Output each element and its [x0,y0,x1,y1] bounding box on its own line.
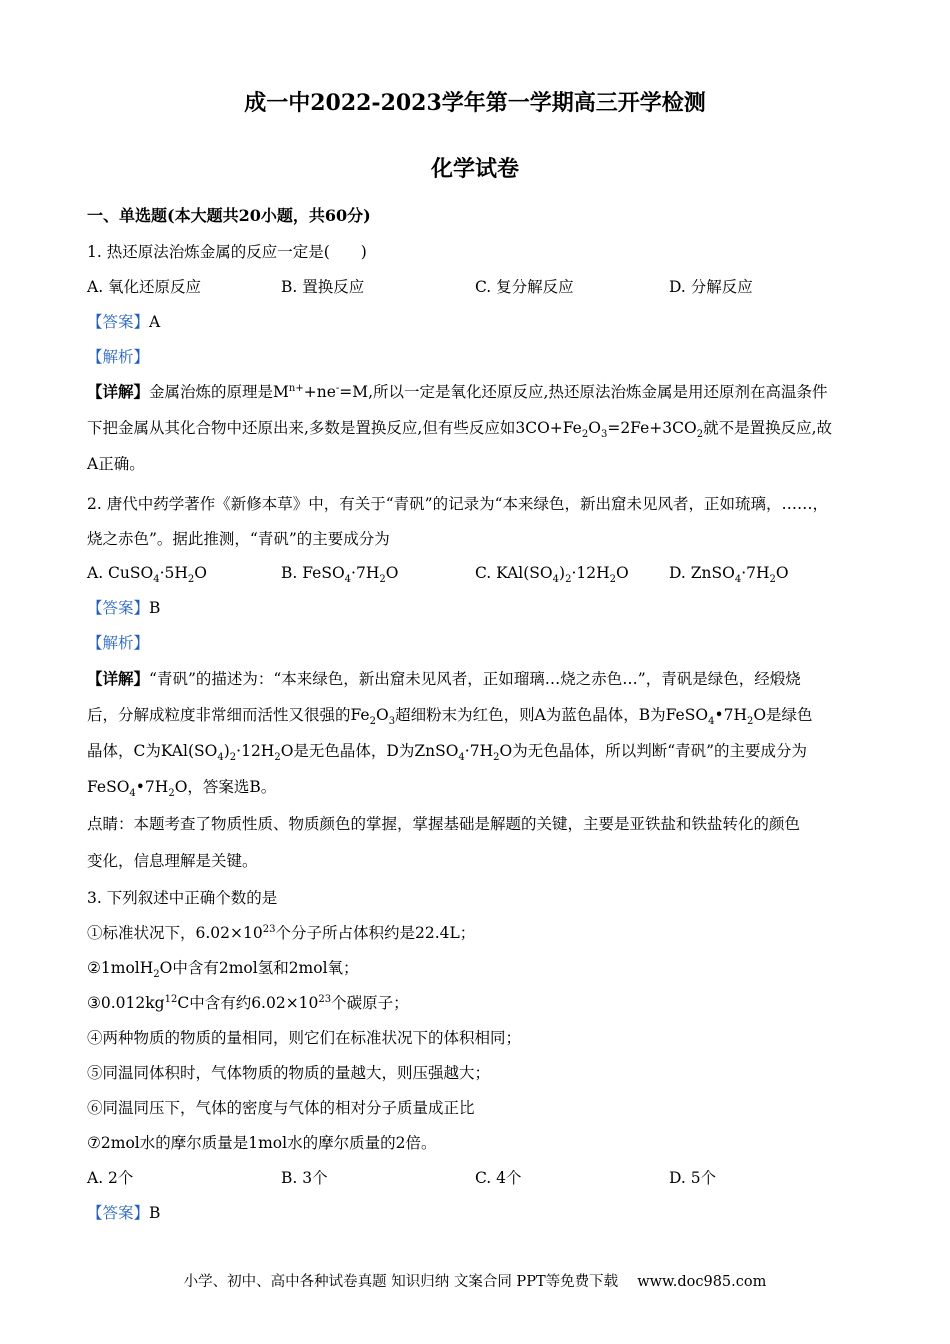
answer-tag: 【答案】 [87,599,150,617]
q1-detail-line-2: 下把金属从其化合物中还原出来,多数是置换反应,但有些反应如$3CO+Fe_2O_3=2Fe+3CO_2$就不是置换反应,故 [87,419,832,441]
q3-statement-4: ④两种物质的物质的量相同，则它们在标准状况下的体积相同； [87,1029,522,1047]
detail-tag: 【详解】 [87,382,150,401]
section-heading: 一、单选题(本大题共20小题，共60分) [87,206,371,225]
page-title: 成一中2022-2023学年第一学期高三开学检测 [244,90,706,116]
answer-value: A [149,313,161,331]
q3-statement-5: ⑤同温同体积时，气体物质的物质的量越大，则压强越大； [87,1064,491,1082]
q1-stem: 1. 热还原法治炼金属的反应一定是( ) [87,243,367,261]
q3-statement-6: ⑥同温同压下，气体的密度与气体的相对分子质量成正比 [87,1099,475,1117]
q1-answer [87,312,877,332]
answer-tag: 【答案】 [87,313,150,331]
q3-option-b: B. 3个 [281,1169,328,1187]
answer-value: B [149,1204,161,1222]
q3-option-c: C. 4个 [475,1169,522,1187]
answer-value: B [149,599,161,617]
q2-option-a: A. $CuSO_4\cdot 5H_2O$ [87,564,207,586]
q3-statement-3: $③0.012kg^{12}C$中含有约$6.02\times 10^{23}$个碳原子； [87,993,409,1012]
q3-statement-1: ①标准状况下，$6.02\times 10^{23}$个分子所占体积约是22.4L； [87,923,476,942]
q2-detail-line-3: 晶体，C为$KAl(SO_4)_2\cdot 12H_2O$是无色晶体，D为$ZnSO_4\cdot 7H_2O$为无色晶体，所以判断“青矾”的主要成分为 [87,742,808,764]
q1-analysis [87,347,877,367]
analysis-tag: 【解析】 [87,634,150,652]
q1-detail-line-1: 【详解】金属治炼的原理是$M^{n+}+ne^-=M$,所以一定是氧化还原反应,热还原法治炼金属是用还原剂在高温条件 [87,382,828,401]
q3-statement-7: ⑦2mol水的摩尔质量是1mol水的摩尔质量的2倍。 [87,1134,437,1152]
q2-stem-line-1: 2. 唐代中药学著作《新修本草》中，有关于“青矾”的记录为“本来绿色，新出窟未见风者，正如琉璃，……， [87,495,828,513]
q1-detail-line-3: A正确。 [87,455,145,473]
analysis-tag: 【解析】 [87,348,150,366]
q2-detail-line-1: 【详解】“青矾”的描述为：“本来绿色，新出窟未见风者，正如瑠璃…烧之赤色…”，青矾是绿色，经煅烧 [87,669,801,688]
q2-option-d: D. $ZnSO_4\cdot 7H_2O$ [669,564,789,586]
q1-option-c: C. 复分解反应 [475,278,574,296]
q2-note-line-1: 点睛：本题考查了物质性质、物质颜色的掌握，掌握基础是解题的关键，主要是亚铁盐和铁盐转化的颜色 [87,815,801,833]
q3-answer [87,1203,877,1223]
page-footer: 小学、初中、高中各种试卷真题 知识归纳 文案合同 PPT等免费下载 www.doc985.com [183,1274,767,1290]
q3-option-d: D. 5个 [669,1169,717,1187]
q2-option-b: B. $FeSO_4\cdot 7H_2O$ [281,564,399,586]
q1-option-a: A. 氧化还原反应 [87,278,202,296]
q2-answer [87,598,877,618]
q1-option-d: D. 分解反应 [669,278,753,296]
q3-stem: 3. 下列叙述中正确个数的是 [87,889,278,907]
q2-analysis [87,633,877,653]
q1-option-b: B. 置换反应 [281,278,365,296]
q2-detail-line-4: $FeSO_4•7H_2O$，答案选B。 [87,778,277,800]
q2-option-c: C. $KAl(SO_4)_2\cdot 12H_2O$ [475,564,629,586]
detail-tag: 【详解】 [87,669,150,688]
page-subtitle: 化学试卷 [430,156,519,182]
q2-stem-line-2: 烧之赤色”。据此推测，“青矾”的主要成分为 [87,530,390,548]
q3-statement-2: ②1molH$_2$O中含有2mol氢和2mol氧； [87,959,359,981]
answer-tag: 【答案】 [87,1204,150,1222]
q2-note-line-2: 变化，信息理解是关键。 [87,852,258,870]
q3-option-a: A. 2个 [87,1169,134,1187]
q2-detail-line-2: 后，分解成粒度非常细而活性又很强的$Fe_2O_3$超细粉末为红色，则A为蓝色晶体，B为$FeSO_4•7H_2O$是绿色 [87,706,813,728]
